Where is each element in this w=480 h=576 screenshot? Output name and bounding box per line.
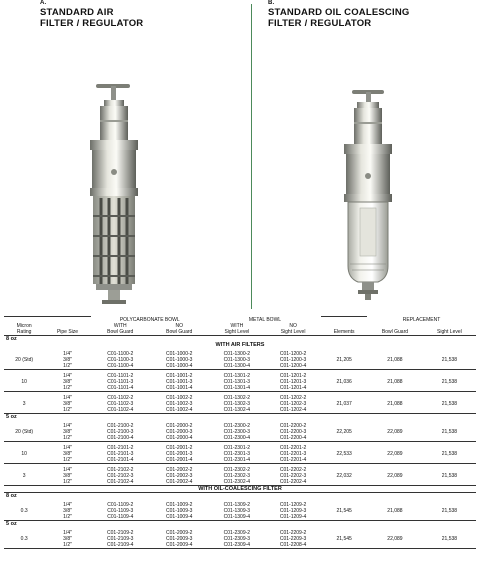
col-elements: Elements — [333, 328, 355, 335]
pc-no-guard-line: C01-1001-3 — [166, 378, 193, 385]
rep-bowl-guard — [367, 348, 423, 370]
pipe-size-line: 1/2" — [63, 513, 72, 520]
mb-with-sight — [209, 441, 265, 463]
pc-with-guard-line: C01-1109-4 — [107, 513, 134, 520]
rep-sight-level-value: 21,538 — [441, 356, 458, 363]
elements-value: 21,545 — [336, 507, 352, 514]
section-label: WITH AIR FILTERS — [215, 341, 265, 348]
size-label: 8 oz — [4, 492, 476, 499]
header-a-letter: A. — [40, 0, 47, 6]
mb-no-sight-line: C01-1202-2 — [279, 394, 307, 401]
mb-with-sight — [209, 527, 265, 549]
rep-sight-level-value: 21,538 — [441, 450, 458, 457]
group-metal-bowl: METAL BOWL — [248, 316, 282, 323]
micron-rating — [4, 369, 44, 391]
oil-coalescing-filter-regulator-image — [322, 80, 422, 310]
micron-rating — [4, 463, 44, 485]
elements-value: 22,032 — [336, 472, 352, 479]
group-replacement: REPLACEMENT — [402, 316, 441, 323]
rep-bowl-guard — [367, 499, 423, 521]
header-b-line1: STANDARD OIL COALESCING — [268, 7, 410, 18]
pc-no-guard — [150, 527, 209, 549]
elements-value: 21,037 — [336, 400, 352, 407]
mb-with-sight-line: C01-1302-2 — [223, 394, 251, 401]
mb-with-sight — [209, 499, 265, 521]
col-pc-with: WITH Bowl Guard — [107, 322, 134, 335]
rep-sight-level — [423, 499, 476, 521]
pc-no-guard-line: C01-2001-2 — [166, 444, 193, 451]
group-polycarbonate-bowl: POLYCARBONATE BOWL — [119, 316, 180, 323]
mb-no-sight — [265, 527, 321, 549]
pc-with-guard-line: C01-1100-3 — [107, 356, 134, 363]
parts-table-body — [4, 335, 476, 549]
col-mb-with: WITH Sight Level — [224, 322, 250, 335]
mb-no-sight-line: C01-1200-3 — [279, 356, 307, 363]
pc-no-guard-line: C01-1000-2 — [166, 350, 193, 357]
mb-no-sight-line: C01-1202-4 — [279, 406, 307, 413]
col-pipe-size: Pipe Size — [56, 328, 79, 335]
mb-with-sight — [209, 391, 265, 413]
mb-no-sight-line: C01-2208-4 — [279, 541, 307, 548]
mb-with-sight-line: C01-2309-2 — [223, 529, 251, 536]
elements — [321, 391, 367, 413]
pc-with-guard-line: C01-1102-2 — [107, 394, 134, 401]
table-row — [4, 463, 476, 485]
mb-no-sight-line: C01-1209-2 — [279, 501, 307, 508]
rep-bowl-guard — [367, 441, 423, 463]
pc-with-guard-line: C01-2101-2 — [107, 444, 134, 451]
rep-bowl-guard-value: 21,088 — [387, 507, 403, 514]
pipe-size-line: 3/8" — [63, 378, 72, 385]
mb-no-sight-line: C01-2200-4 — [279, 434, 307, 441]
elements-value: 21,036 — [336, 378, 352, 385]
mb-with-sight-line: C01-1300-3 — [223, 356, 251, 363]
micron-rating-value: 0.3 — [20, 507, 28, 514]
mb-with-sight-line: C01-2302-2 — [223, 466, 251, 473]
elements-value: 21,205 — [336, 356, 352, 363]
pipe-size-line: 3/8" — [63, 400, 72, 407]
pc-no-guard-line: C01-2000-4 — [166, 434, 193, 441]
rep-sight-level — [423, 463, 476, 485]
pc-no-guard-line: C01-1002-3 — [166, 400, 193, 407]
rep-bowl-guard-value: 21,088 — [387, 378, 403, 385]
mb-no-sight-line: C01-1202-3 — [279, 400, 307, 407]
pipe-size-line: 1/4" — [63, 350, 72, 357]
pc-no-guard-line: C01-1009-3 — [166, 507, 193, 514]
micron-rating-value: 10 — [21, 450, 27, 457]
micron-rating-value: 3 — [22, 472, 26, 479]
pc-with-guard-line: C01-1102-3 — [107, 400, 134, 407]
mb-no-sight-line: C01-1209-4 — [279, 513, 307, 520]
pc-with-guard-line: C01-2101-3 — [107, 450, 134, 457]
pc-no-guard-line: C01-2002-2 — [166, 466, 193, 473]
pc-with-guard-line: C01-1101-2 — [107, 372, 134, 379]
mb-no-sight-line: C01-2209-3 — [279, 535, 307, 542]
mb-no-sight-line: C01-1209-3 — [279, 507, 307, 514]
col-pc-no: NO Bowl Guard — [166, 322, 193, 335]
table-bottom — [4, 548, 476, 549]
column-divider — [251, 4, 252, 309]
mb-no-sight-line: C01-2201-3 — [279, 450, 307, 457]
rep-bowl-guard — [367, 527, 423, 549]
elements — [321, 527, 367, 549]
mb-with-sight-line: C01-2301-4 — [223, 456, 251, 463]
mb-no-sight-line: C01-2202-4 — [279, 478, 307, 485]
micron-rating — [4, 527, 44, 549]
micron-rating-value: 3 — [22, 400, 26, 407]
rep-sight-level-value: 21,538 — [441, 400, 458, 407]
pipe-size-line: 1/4" — [63, 394, 72, 401]
rep-sight-level — [423, 420, 476, 442]
micron-rating — [4, 499, 44, 521]
pc-with-guard-line: C01-1109-2 — [107, 501, 134, 508]
size-label: 5 oz — [4, 413, 476, 420]
mb-no-sight-line: C01-2201-4 — [279, 456, 307, 463]
mb-with-sight — [209, 369, 265, 391]
col-rep-bowl: Bowl Guard — [381, 328, 409, 335]
mb-with-sight-line: C01-1301-4 — [223, 384, 251, 391]
mb-with-sight-line: C01-2301-3 — [223, 450, 251, 457]
rep-bowl-guard-value: 21,088 — [387, 400, 403, 407]
mb-no-sight-line: C01-1200-4 — [279, 362, 307, 369]
pipe-size-line: 3/8" — [63, 472, 72, 479]
pipe-size-line: 1/4" — [63, 529, 72, 536]
mb-no-sight — [265, 348, 321, 370]
table-row — [4, 420, 476, 442]
rep-sight-level — [423, 369, 476, 391]
rep-sight-level — [423, 527, 476, 549]
micron-rating-value: 20 (Std) — [15, 428, 34, 435]
header-a-line1: STANDARD AIR — [40, 7, 114, 18]
pc-no-guard — [150, 348, 209, 370]
mb-no-sight — [265, 391, 321, 413]
micron-rating — [4, 391, 44, 413]
pipe-size-line: 3/8" — [63, 507, 72, 514]
pc-no-guard-line: C01-2009-4 — [166, 541, 193, 548]
mb-no-sight-line: C01-2200-3 — [279, 428, 307, 435]
pc-with-guard — [91, 369, 150, 391]
pipe-size — [44, 369, 90, 391]
pc-no-guard-line: C01-2009-3 — [166, 535, 193, 542]
mb-no-sight — [265, 463, 321, 485]
pipe-size-line: 1/4" — [63, 501, 72, 508]
pipe-size-line: 3/8" — [63, 428, 72, 435]
pc-no-guard — [150, 369, 209, 391]
size-label: 5 oz — [4, 520, 476, 527]
col-rep-sight: Sight Level — [437, 328, 462, 335]
mb-with-sight-line: C01-2300-4 — [223, 434, 251, 441]
pc-no-guard-line: C01-1002-4 — [166, 406, 193, 413]
pipe-size-line: 1/4" — [63, 444, 72, 451]
table-row — [4, 348, 476, 370]
rep-bowl-guard-value: 21,088 — [387, 356, 403, 363]
pc-with-guard — [91, 391, 150, 413]
mb-no-sight — [265, 369, 321, 391]
pipe-size — [44, 348, 90, 370]
pc-with-guard-line: C01-2100-3 — [107, 428, 134, 435]
pc-with-guard-line: C01-2109-4 — [107, 541, 134, 548]
pc-with-guard-line: C01-2101-4 — [107, 456, 134, 463]
micron-rating — [4, 348, 44, 370]
rep-bowl-guard-value: 22,089 — [387, 472, 403, 479]
table-row — [4, 441, 476, 463]
elements-value: 22,533 — [336, 450, 352, 457]
table-row — [4, 391, 476, 413]
pipe-size-line: 1/4" — [63, 466, 72, 473]
mb-with-sight-line: C01-1302-3 — [223, 400, 251, 407]
rep-bowl-guard — [367, 463, 423, 485]
rep-sight-level-value: 21,538 — [441, 428, 458, 435]
micron-rating — [4, 441, 44, 463]
rep-bowl-guard — [367, 420, 423, 442]
micron-rating — [4, 420, 44, 442]
elements — [321, 499, 367, 521]
elements-value: 22,205 — [336, 428, 352, 435]
pc-no-guard-line: C01-1009-4 — [166, 513, 193, 520]
mb-no-sight — [265, 420, 321, 442]
pc-no-guard-line: C01-1001-4 — [166, 384, 193, 391]
rep-bowl-guard — [367, 391, 423, 413]
pc-with-guard-line: C01-1102-4 — [107, 406, 134, 413]
mb-with-sight — [209, 463, 265, 485]
elements-value: 21,545 — [336, 535, 352, 542]
mb-with-sight — [209, 348, 265, 370]
parts-table — [4, 316, 476, 549]
pc-with-guard — [91, 420, 150, 442]
header-a — [40, 0, 143, 29]
pc-with-guard-line: C01-2100-2 — [107, 422, 134, 429]
pc-with-guard-line: C01-1101-3 — [107, 378, 134, 385]
mb-with-sight-line: C01-2309-4 — [223, 541, 251, 548]
pipe-size-line: 1/2" — [63, 384, 72, 391]
mb-with-sight-line: C01-2300-3 — [223, 428, 251, 435]
elements — [321, 348, 367, 370]
mb-with-sight-line: C01-1302-4 — [223, 406, 251, 413]
header-b — [268, 0, 409, 29]
rep-sight-level-value: 21,538 — [441, 378, 458, 385]
pipe-size-line: 1/4" — [63, 422, 72, 429]
col-mb-no: NO Sight Level — [280, 322, 306, 335]
mb-with-sight-line: C01-2302-3 — [223, 472, 251, 479]
pipe-size — [44, 463, 90, 485]
mb-with-sight-line: C01-2302-4 — [223, 478, 251, 485]
pc-no-guard-line: C01-1000-4 — [166, 362, 193, 369]
pc-no-guard-line: C01-2002-3 — [166, 472, 193, 479]
pc-with-guard — [91, 527, 150, 549]
mb-no-sight-line: C01-2209-2 — [279, 529, 307, 536]
mb-no-sight-line: C01-2202-2 — [279, 466, 307, 473]
mb-with-sight — [209, 420, 265, 442]
pc-with-guard-line: C01-1100-2 — [107, 350, 134, 357]
mb-with-sight-line: C01-1301-2 — [223, 372, 251, 379]
rep-bowl-guard — [367, 369, 423, 391]
mb-with-sight-line: C01-1309-2 — [223, 501, 251, 508]
rep-sight-level — [423, 348, 476, 370]
mb-no-sight-line: C01-2202-3 — [279, 472, 307, 479]
pipe-size-line: 1/2" — [63, 478, 72, 485]
pipe-size — [44, 420, 90, 442]
mb-no-sight — [265, 441, 321, 463]
header-a-line2: FILTER / REGULATOR — [40, 18, 144, 29]
pc-no-guard-line: C01-1002-2 — [166, 394, 193, 401]
pc-no-guard — [150, 441, 209, 463]
section-label: WITH OIL-COALESCING FILTER — [198, 485, 282, 492]
table-row — [4, 499, 476, 521]
pipe-size-line: 3/8" — [63, 535, 72, 542]
air-filter-regulator-image — [78, 80, 178, 310]
rep-bowl-guard-value: 22,089 — [387, 450, 403, 457]
pipe-size-line: 1/4" — [63, 372, 72, 379]
mb-with-sight-line: C01-2309-3 — [223, 535, 251, 542]
mb-no-sight-line: C01-2200-2 — [279, 422, 307, 429]
pc-no-guard-line: C01-2001-3 — [166, 450, 193, 457]
elements — [321, 441, 367, 463]
pc-with-guard — [91, 441, 150, 463]
col-micron: Micron Rating — [16, 322, 32, 335]
pipe-size — [44, 499, 90, 521]
pc-with-guard — [91, 463, 150, 485]
table-row — [4, 527, 476, 549]
pc-no-guard-line: C01-2000-2 — [166, 422, 193, 429]
rep-sight-level-value: 21,538 — [441, 507, 458, 514]
pc-with-guard-line: C01-2100-4 — [107, 434, 134, 441]
pc-no-guard-line: C01-1000-3 — [166, 356, 193, 363]
rep-bowl-guard-value: 22,089 — [387, 428, 403, 435]
mb-with-sight-line: C01-1300-4 — [223, 362, 251, 369]
table-row — [4, 369, 476, 391]
mb-with-sight-line: C01-2301-2 — [223, 444, 251, 451]
pipe-size-line: 3/8" — [63, 356, 72, 363]
pc-no-guard — [150, 499, 209, 521]
micron-rating-value: 20 (Std) — [15, 356, 34, 363]
rep-sight-level-value: 21,538 — [441, 535, 458, 542]
mb-with-sight-line: C01-1309-3 — [223, 507, 251, 514]
mb-no-sight-line: C01-1201-4 — [279, 384, 307, 391]
mb-no-sight-line: C01-1200-2 — [279, 350, 307, 357]
pipe-size — [44, 527, 90, 549]
pc-with-guard-line: C01-1100-4 — [107, 362, 134, 369]
mb-with-sight-line: C01-2300-2 — [223, 422, 251, 429]
table-bottom-cell — [4, 548, 476, 549]
pc-with-guard-line: C01-2109-3 — [107, 535, 134, 542]
header-b-letter: B. — [268, 0, 275, 6]
pc-with-guard-line: C01-1101-4 — [107, 384, 134, 391]
rep-bowl-guard-value: 22,089 — [387, 535, 403, 542]
mb-with-sight-line: C01-1301-3 — [223, 378, 251, 385]
pc-with-guard-line: C01-1109-3 — [107, 507, 134, 514]
elements — [321, 463, 367, 485]
size-label: 8 oz — [4, 335, 476, 342]
pc-no-guard — [150, 463, 209, 485]
pipe-size — [44, 391, 90, 413]
rep-sight-level — [423, 391, 476, 413]
micron-rating-value: 0.3 — [20, 535, 28, 542]
pc-no-guard — [150, 391, 209, 413]
pipe-size — [44, 441, 90, 463]
rep-sight-level-value: 21,538 — [441, 472, 458, 479]
pipe-size-line: 1/2" — [63, 456, 72, 463]
pipe-size-line: 1/2" — [63, 406, 72, 413]
rep-sight-level — [423, 441, 476, 463]
elements — [321, 420, 367, 442]
pipe-size-line: 1/2" — [63, 541, 72, 548]
elements — [321, 369, 367, 391]
pc-no-guard-line: C01-2001-4 — [166, 456, 193, 463]
pc-no-guard-line: C01-1001-2 — [166, 372, 193, 379]
pc-no-guard-line: C01-2009-2 — [166, 529, 193, 536]
pipe-size-line: 1/2" — [63, 434, 72, 441]
pc-with-guard-line: C01-2109-2 — [107, 529, 134, 536]
mb-with-sight-line: C01-1300-2 — [223, 350, 251, 357]
header-b-line2: FILTER / REGULATOR — [268, 18, 372, 29]
micron-rating-value: 10 — [21, 378, 27, 385]
pc-with-guard — [91, 348, 150, 370]
pc-with-guard-line: C01-2102-4 — [107, 478, 134, 485]
pipe-size-line: 3/8" — [63, 450, 72, 457]
mb-no-sight — [265, 499, 321, 521]
pc-no-guard — [150, 420, 209, 442]
mb-no-sight-line: C01-2201-2 — [279, 444, 307, 451]
pc-no-guard-line: C01-2002-4 — [166, 478, 193, 485]
mb-no-sight-line: C01-1201-2 — [279, 372, 307, 379]
pc-with-guard-line: C01-2102-2 — [107, 466, 134, 473]
pipe-size-line: 1/2" — [63, 362, 72, 369]
pc-with-guard — [91, 499, 150, 521]
pc-with-guard-line: C01-2102-3 — [107, 472, 134, 479]
mb-no-sight-line: C01-1201-3 — [279, 378, 307, 385]
pc-no-guard-line: C01-1009-2 — [166, 501, 193, 508]
pc-no-guard-line: C01-2000-3 — [166, 428, 193, 435]
mb-with-sight-line: C01-1309-4 — [223, 513, 251, 520]
